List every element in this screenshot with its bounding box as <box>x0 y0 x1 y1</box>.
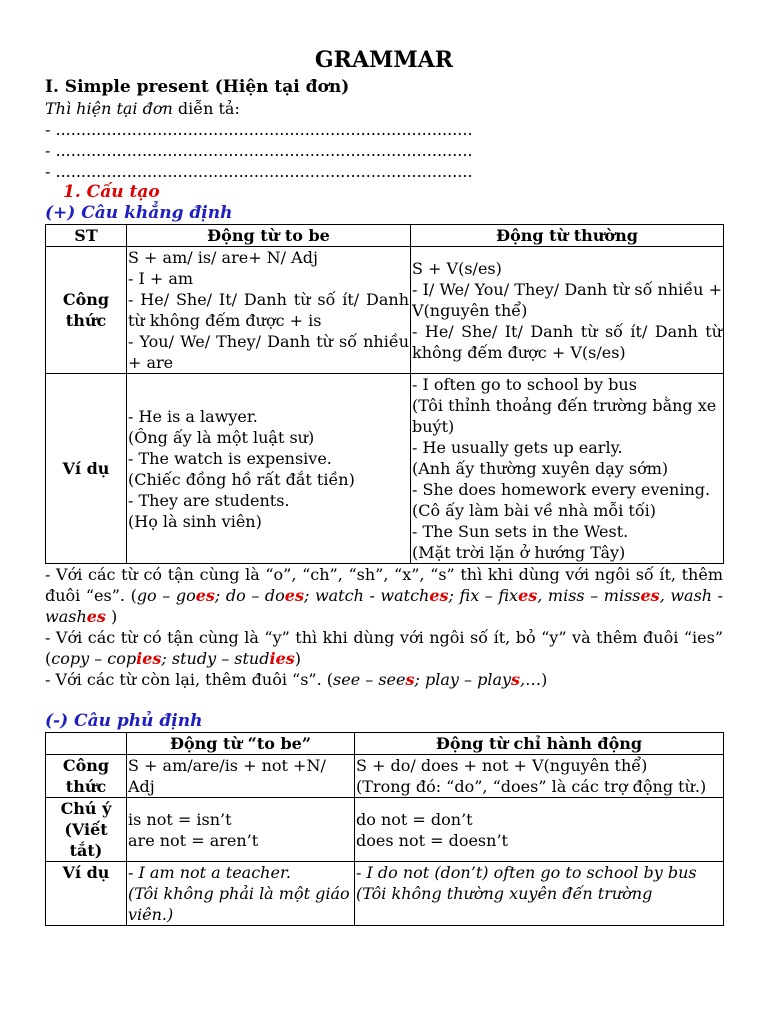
subheading-structure: 1. Cấu tạo <box>63 182 160 202</box>
example-base: do – do <box>225 586 285 605</box>
example-separator: ; <box>414 670 425 689</box>
cell-line: is not = isn’t <box>128 809 232 829</box>
section-heading-simple-present: I. Simple present (Hiện tại đơn) <box>45 77 350 97</box>
example-suffix: es <box>640 586 660 605</box>
table-cell <box>355 798 724 862</box>
cell-line: S + do/ does + not + V(nguyên thể) <box>356 756 648 775</box>
example-suffix: ies <box>269 649 295 668</box>
cell-line: - The watch is expensive. <box>128 448 332 468</box>
table-row <box>46 862 724 926</box>
table-cell <box>127 755 355 798</box>
document-page <box>45 45 723 926</box>
example-suffix: es <box>284 586 304 605</box>
example-suffix: es <box>195 586 215 605</box>
table-cell <box>127 247 411 374</box>
cell-line: - He usually gets up early. <box>412 438 623 457</box>
example-suffix: s <box>405 670 415 689</box>
example-base: go – go <box>136 586 196 605</box>
example-base: miss – miss <box>547 586 641 605</box>
cell-line: (Trong đó: “do”, “does” là các trợ động từ.) <box>356 777 707 796</box>
cell-line: - I am not a teacher. <box>128 863 291 882</box>
cell-line: (Tôi thỉnh thoảng đến trường bằng xe buýt) <box>412 396 717 436</box>
table-cell <box>127 862 355 926</box>
table-header: Động từ to be <box>127 225 411 247</box>
cell-line: (Ông ấy là một luật sư) <box>128 427 315 447</box>
cell-line: - He/ She/ It/ Danh từ số ít/ Danh từ không đếm được + is <box>128 290 409 330</box>
cell-line: - I + am <box>128 269 194 288</box>
note-text: ) <box>111 607 118 626</box>
example-separator: ; <box>303 586 315 605</box>
negative-table <box>45 732 724 926</box>
table-header-row <box>46 225 724 247</box>
example-separator: ; <box>214 586 226 605</box>
example-separator: , <box>537 586 548 605</box>
example-separator: , <box>659 586 671 605</box>
example-separator: ; <box>448 586 460 605</box>
cell-line: - He is a lawyer. <box>128 406 258 426</box>
example-base: watch - watch <box>314 586 430 605</box>
example-suffix: es <box>86 607 106 626</box>
table-cell <box>411 374 724 564</box>
table-row <box>46 798 724 862</box>
cell-line: - I do not (don’t) often go to school by bus <box>356 863 697 882</box>
example-suffix: es <box>429 586 449 605</box>
cell-line: S + am/are/is + not +N/ Adj <box>128 756 326 796</box>
example-base: fix – fix <box>459 586 519 605</box>
example-suffix: s <box>511 670 521 689</box>
example-base: play – play <box>424 670 512 689</box>
example-base: study – stud <box>171 649 270 668</box>
table-cell <box>355 755 724 798</box>
cell-line: S + am/ is/ are+ N/ Adj <box>128 248 318 267</box>
row-head-formula: Công thức <box>46 247 127 374</box>
cell-line: (Tôi không phải là một giáo viên.) <box>128 884 350 924</box>
example-separator: ; <box>161 649 172 668</box>
intro-italic: Thì hiện tại đơn <box>45 99 173 118</box>
example-separator: ,… <box>520 670 542 689</box>
example-base: wash - wash <box>45 586 724 626</box>
table-header: Động từ chỉ hành động <box>355 733 724 755</box>
cell-line: are not = aren’t <box>128 830 259 850</box>
dot-line: - .................................................................................. <box>45 162 473 181</box>
dot-line: - .................................................................................. <box>45 141 473 160</box>
note-text: ) <box>541 670 548 689</box>
table-row <box>46 247 724 374</box>
example-suffix: es <box>518 586 538 605</box>
row-head-formula: Công thức <box>46 755 127 798</box>
note-text: - Với các từ còn lại, thêm đuôi “s”. ( <box>45 670 334 689</box>
table-header <box>46 733 127 755</box>
cell-line: (Mặt trời lặn ở hướng Tây) <box>412 543 626 562</box>
note-ies-rule <box>45 627 723 669</box>
table-cell <box>127 374 411 564</box>
table-header: Động từ “to be” <box>127 733 355 755</box>
example-base: copy – cop <box>51 649 137 668</box>
table-row <box>46 374 724 564</box>
dot-line: - .................................................................................. <box>45 120 473 139</box>
row-head-example: Ví dụ <box>46 862 127 926</box>
note-text: - Với các từ có tận cùng là “y” thì khi dùng với ngôi số ít, bỏ “y” và thêm đuôi “ies” ( <box>45 628 723 668</box>
cell-line: - She does homework every evening. <box>412 480 711 499</box>
table-cell <box>127 798 355 862</box>
note-examples <box>333 670 541 689</box>
example-base: see – see <box>333 670 406 689</box>
cell-line: - The Sun sets in the West. <box>412 522 629 541</box>
example-suffix: ies <box>136 649 162 668</box>
page-title: GRAMMAR <box>314 47 454 73</box>
row-head-note: Chú ý (Viết tắt) <box>46 798 127 862</box>
table-header-row <box>46 733 724 755</box>
note-examples <box>45 586 723 626</box>
table-row <box>46 755 724 798</box>
negative-sentence-label: (-) Câu phủ định <box>45 711 203 731</box>
note-es-rule <box>45 564 723 627</box>
table-cell <box>411 247 724 374</box>
cell-line: (Chiếc đồng hồ rất đắt tiền) <box>128 469 355 489</box>
cell-line: (Anh ấy thường xuyên dạy sớm) <box>412 459 669 478</box>
cell-line: does not = doesn’t <box>356 830 508 850</box>
row-head-example: Ví dụ <box>46 374 127 564</box>
cell-line: - I/ We/ You/ They/ Danh từ số nhiều + V(nguyên thể) <box>412 279 722 320</box>
note-s-rule <box>45 669 723 690</box>
cell-line: S + V(s/es) <box>412 258 502 278</box>
intro-rest: diễn tả: <box>172 99 240 118</box>
cell-line: (Họ là sinh viên) <box>128 511 262 531</box>
positive-sentence-label: (+) Câu khẳng định <box>45 203 233 223</box>
cell-line: - He/ She/ It/ Danh từ số ít/ Danh từ không đếm được + V(s/es) <box>412 321 722 362</box>
table-header: ST <box>46 225 127 247</box>
cell-line: - They are students. <box>128 490 290 510</box>
note-text: - Với các từ có tận cùng là “o”, “ch”, “sh”, “x”, “s” thì khi dùng với ngôi số ít, thêm đuôi “es”. ( <box>45 565 723 605</box>
cell-line: do not = don’t <box>356 809 473 829</box>
intro-line <box>45 98 723 119</box>
cell-line: (Tôi không thường xuyên đến trường <box>356 884 653 903</box>
table-cell <box>355 862 724 926</box>
table-header: Động từ thường <box>411 225 724 247</box>
note-examples <box>51 649 295 668</box>
cell-line: (Cô ấy làm bài về nhà mỗi tối) <box>412 501 656 520</box>
positive-table <box>45 224 724 564</box>
cell-line: - You/ We/ They/ Danh từ số nhiều + are <box>128 332 409 372</box>
note-text: ) <box>294 649 301 668</box>
cell-line: - I often go to school by bus <box>412 375 637 394</box>
